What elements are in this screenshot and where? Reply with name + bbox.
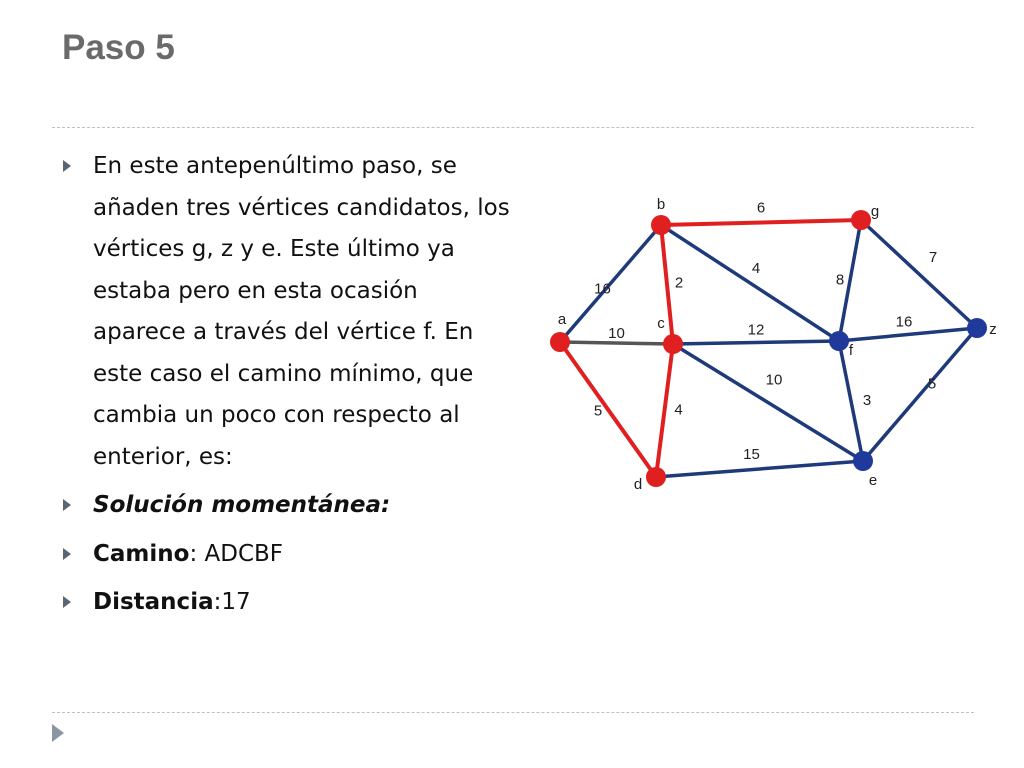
bottom-divider	[52, 712, 974, 713]
node-label-a: a	[557, 311, 567, 328]
edge-weight-f-e: 3	[862, 392, 872, 409]
path-value: : ADCBF	[189, 540, 284, 567]
node-e	[853, 451, 873, 471]
bullet-arrow-icon	[63, 160, 71, 172]
distance-value: :17	[213, 589, 251, 615]
node-a	[550, 332, 570, 352]
weighted-graph-diagram	[540, 185, 1010, 505]
edge-c-f	[673, 341, 839, 344]
edge-weight-b-f: 4	[751, 260, 761, 277]
bullet-path	[60, 534, 515, 576]
edge-weight-a-d: 5	[593, 402, 603, 420]
edge-a-d	[560, 342, 656, 477]
node-c	[663, 334, 683, 354]
node-z	[967, 318, 987, 338]
slide-title: Paso 5	[62, 28, 175, 67]
edge-b-g	[661, 220, 861, 225]
edge-weight-f-z: 16	[895, 313, 913, 331]
node-label-d: d	[633, 476, 643, 493]
edge-c-d	[656, 344, 673, 477]
edge-weight-c-e: 10	[765, 371, 783, 389]
edge-c-e	[673, 344, 863, 461]
node-f	[829, 331, 849, 351]
bullet-list	[60, 146, 515, 631]
edge-d-e	[656, 461, 863, 477]
distance-label: Distancia	[93, 589, 214, 615]
edge-weight-g-f: 8	[835, 271, 845, 289]
bullet-distance	[60, 582, 515, 624]
edge-g-z	[861, 220, 977, 328]
solution-label: Solución momentánea:	[93, 492, 391, 518]
edge-f-e	[839, 341, 863, 461]
node-label-g: g	[870, 203, 880, 220]
paragraph-text: En este antepenúltimo paso, se añaden tres vértices candidatos, los vértices g, z y e. Este último ya estaba pero en esta ocasión aparece a través del vértice f. En este caso el camino mínimo, que cambia un poco con respecto al enterior, es:	[93, 153, 510, 470]
node-label-c: c	[657, 315, 665, 332]
edge-weight-e-z: 5	[927, 375, 937, 393]
node-b	[651, 215, 671, 235]
node-label-f: f	[848, 342, 854, 359]
edge-weight-g-z: 7	[928, 249, 938, 266]
node-d	[646, 467, 666, 487]
edge-weight-d-e: 15	[743, 446, 760, 463]
bullet-arrow-icon	[63, 499, 71, 511]
bullet-paragraph	[60, 146, 515, 478]
next-slide-arrow-icon	[52, 724, 64, 742]
edge-weight-b-g: 6	[756, 199, 766, 217]
node-g	[851, 210, 871, 230]
edge-a-c	[560, 342, 673, 344]
bullet-solution	[60, 485, 515, 527]
path-label: Camino	[93, 540, 190, 567]
edge-e-z	[863, 328, 977, 461]
bullet-arrow-icon	[63, 548, 71, 560]
node-label-z: z	[989, 321, 997, 338]
node-label-b: b	[656, 196, 666, 213]
node-label-e: e	[868, 472, 878, 489]
top-divider	[52, 127, 974, 128]
edge-weight-b-c: 2	[674, 274, 684, 292]
bullet-arrow-icon	[63, 596, 71, 608]
edge-weight-a-b: 16	[594, 280, 611, 298]
edge-weight-c-d: 4	[674, 401, 683, 419]
edge-weight-c-f: 12	[747, 321, 765, 339]
edge-weight-a-c: 10	[608, 325, 625, 342]
